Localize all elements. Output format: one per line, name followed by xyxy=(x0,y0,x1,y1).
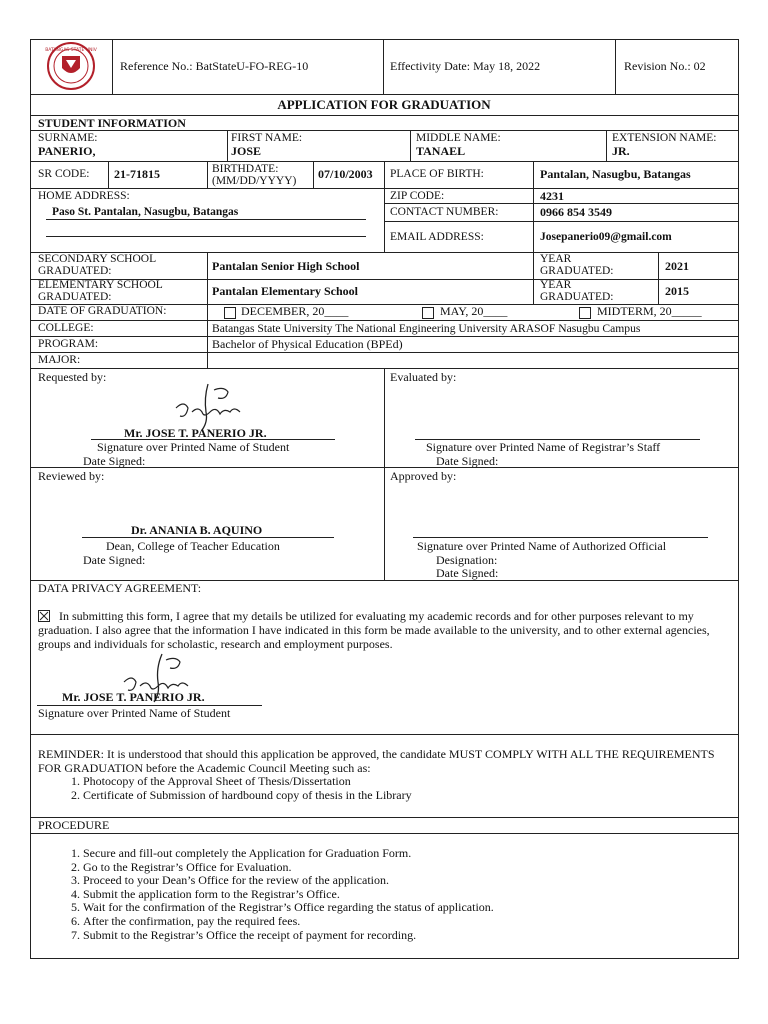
university-logo xyxy=(38,42,104,90)
home-address-label: HOME ADDRESS: xyxy=(38,190,130,202)
elementary-year-label: YEAR xyxy=(540,279,572,291)
firstname-value: JOSE xyxy=(231,144,262,158)
procedure-title: PROCEDURE xyxy=(38,818,110,832)
procedure-step: 1. Secure and fill-out completely the Application for Graduation Form. xyxy=(83,847,728,861)
procedure-step: 6. After the confirmation, pay the required fees. xyxy=(83,915,728,929)
secondary-year-label-2: GRADUATED: xyxy=(540,265,614,277)
major-label: MAJOR: xyxy=(38,354,81,366)
sr-code-label: SR CODE: xyxy=(38,168,90,180)
elementary-graduated-label: GRADUATED: xyxy=(38,291,112,303)
dean-date-signed: Date Signed: xyxy=(83,553,146,567)
birthdate-label: BIRTHDATE: xyxy=(212,163,279,175)
home-address-value: Paso St. Pantalan, Nasugbu, Batangas xyxy=(52,206,239,218)
secondary-year-label: YEAR xyxy=(540,253,572,265)
evaluated-by-label: Evaluated by: xyxy=(390,370,457,384)
privacy-title: DATA PRIVACY AGREEMENT: xyxy=(38,581,202,595)
email-label: EMAIL ADDRESS: xyxy=(390,231,484,243)
sr-code-value: 21-71815 xyxy=(114,167,160,181)
elementary-year-label-2: GRADUATED: xyxy=(540,291,614,303)
section-title-student-info: STUDENT INFORMATION xyxy=(38,116,186,130)
place-of-birth-value: Pantalan, Nasugbu, Batangas xyxy=(540,167,691,181)
reminder-item: 2. Certificate of Submission of hardbound copy of thesis in the Library xyxy=(83,789,728,803)
reference-number: Reference No.: BatStateU-FO-REG-10 xyxy=(120,59,309,73)
revision-number: Revision No.: 02 xyxy=(624,59,706,73)
contact-number-label: CONTACT NUMBER: xyxy=(390,206,499,218)
elementary-year-value: 2015 xyxy=(665,284,689,298)
email-value: Josepanerio09@gmail.com xyxy=(540,231,672,243)
reminder-list xyxy=(38,775,728,802)
middlename-label: MIDDLE NAME: xyxy=(416,132,501,144)
privacy-text: In submitting this form, I agree that my details be utilized for evaluating my academic records and for other purposes relevant to my graduation. I also agree that the information I have indicated in this form be made available to the university, and to other external agencies, groups and individuals for scholastic, research and employment purposes. xyxy=(38,609,710,651)
birthdate-format-label: (MM/DD/YYYY) xyxy=(212,175,297,187)
registrar-date-signed: Date Signed: xyxy=(436,454,499,468)
reminder-item: 1. Photocopy of the Approval Sheet of Thesis/Dissertation xyxy=(83,775,728,789)
official-signature-caption: Signature over Printed Name of Authorized Official xyxy=(417,539,667,553)
procedure-step: 7. Submit to the Registrar’s Office the receipt of payment for recording. xyxy=(83,929,728,943)
extension-label: EXTENSION NAME: xyxy=(612,132,717,144)
contact-number-value: 0966 854 3549 xyxy=(540,205,612,219)
place-of-birth-label: PLACE OF BIRTH: xyxy=(390,168,484,180)
december-checkbox[interactable] xyxy=(224,307,236,319)
registrar-signature-caption: Signature over Printed Name of Registrar’s Staff xyxy=(426,440,661,454)
middlename-value: TANAEL xyxy=(416,144,466,158)
dean-caption: Dean, College of Teacher Education xyxy=(106,539,280,553)
surname-value: PANERIO, xyxy=(38,144,96,158)
reminder-text: REMINDER: It is understood that should this application be approved, the candidate MUST COMPLY WITH ALL THE REQUIREMENTS FOR GRADUATION before the Academic Council Meeting such as: xyxy=(38,747,715,775)
form-title: APPLICATION FOR GRADUATION xyxy=(277,97,491,112)
midterm-checkbox[interactable] xyxy=(579,307,591,319)
procedure-step: 5. Wait for the confirmation of the Registrar’s Office regarding the status of application. xyxy=(83,901,728,915)
december-option: DECEMBER, 20____ xyxy=(241,304,349,318)
zip-code-label: ZIP CODE: xyxy=(390,190,445,202)
dean-printed-name: Dr. ANANIA B. AQUINO xyxy=(131,523,263,537)
program-label: PROGRAM: xyxy=(38,338,99,350)
effectivity-date: Effectivity Date: May 18, 2022 xyxy=(390,59,541,73)
may-checkbox[interactable] xyxy=(422,307,434,319)
reviewed-by-label: Reviewed by: xyxy=(38,469,105,483)
graduation-date-label: DATE OF GRADUATION: xyxy=(38,305,167,317)
procedure-step: 4. Submit the application form to the Registrar’s Office. xyxy=(83,888,728,902)
privacy-signature-caption: Signature over Printed Name of Student xyxy=(38,706,231,720)
student-signature-caption: Signature over Printed Name of Student xyxy=(97,440,290,454)
elementary-school-value: Pantalan Elementary School xyxy=(212,284,358,298)
svg-text:BATANGAS STATE UNIV: BATANGAS STATE UNIV xyxy=(45,48,97,53)
college-label: COLLEGE: xyxy=(38,322,94,334)
secondary-school-value: Pantalan Senior High School xyxy=(212,259,360,273)
secondary-year-value: 2021 xyxy=(665,259,689,273)
firstname-label: FIRST NAME: xyxy=(231,132,303,144)
procedure-step: 3. Proceed to your Dean’s Office for the review of the application. xyxy=(83,874,728,888)
official-designation: Designation: xyxy=(436,553,498,567)
program-value: Bachelor of Physical Education (BPEd) xyxy=(212,337,403,351)
secondary-school-label: SECONDARY SCHOOL xyxy=(38,253,157,265)
procedure-list xyxy=(38,847,728,942)
extension-value: JR. xyxy=(612,144,630,158)
student-date-signed: Date Signed: xyxy=(83,454,146,468)
surname-label: SURNAME: xyxy=(38,132,98,144)
procedure-step: 2. Go to the Registrar’s Office for Evaluation. xyxy=(83,861,728,875)
privacy-student-name: Mr. JOSE T. PANERIO JR. xyxy=(62,690,205,704)
college-value: Batangas State University The National Engineering University ARASOF Nasugbu Campus xyxy=(212,322,641,335)
official-date-signed: Date Signed: xyxy=(436,566,499,580)
may-option: MAY, 20____ xyxy=(440,304,508,318)
secondary-graduated-label: GRADUATED: xyxy=(38,265,112,277)
student-printed-name: Mr. JOSE T. PANERIO JR. xyxy=(124,426,267,440)
elementary-school-label: ELEMENTARY SCHOOL xyxy=(38,279,163,291)
approved-by-label: Approved by: xyxy=(390,469,457,483)
birthdate-value: 07/10/2003 xyxy=(318,167,373,181)
zip-code-value: 4231 xyxy=(540,189,564,203)
midterm-option: MIDTERM, 20_____ xyxy=(597,304,702,318)
requested-by-label: Requested by: xyxy=(38,370,107,384)
